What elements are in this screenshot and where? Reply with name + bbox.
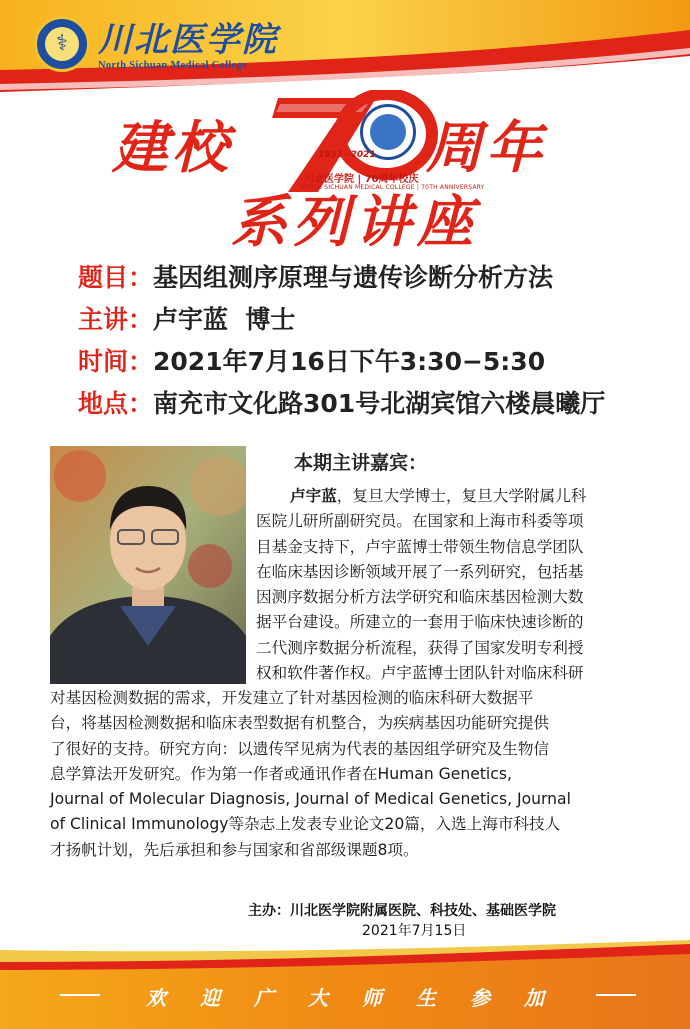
- time-label: 时间：: [78, 347, 154, 376]
- college-logo: [34, 16, 90, 72]
- anniversary-badge-text: 川北医学院 | 70周年校庆: [304, 174, 419, 185]
- topic-label: 题目：: [78, 263, 154, 292]
- bio-right-column: [256, 484, 648, 686]
- title-jianxiao: 建校: [112, 116, 232, 181]
- time-value: 2021年7月16日下午3:30−5:30: [153, 347, 546, 376]
- college-name-en: North Sichuan Medical College: [98, 60, 247, 71]
- bio-line: 才扬帆计划，先后承担和参与国家和省部级课题8项。: [50, 840, 419, 859]
- topic-value: 基因组测序原理与遗传诊断分析方法: [153, 263, 554, 292]
- notice-date: 2021年7月15日: [362, 923, 467, 939]
- series-title: 系列讲座: [231, 190, 479, 255]
- welcome-dash-right: [596, 994, 636, 996]
- bio-line: 据平台建设。所建立的一套用于临床快速诊断的: [256, 613, 584, 632]
- guest-name: 卢宇蓝: [290, 487, 337, 505]
- bio-first-line-rest: ，复旦大学博士，复旦大学附属儿科: [336, 487, 587, 505]
- bio-line: 因测序数据分析方法学研究和临床基因检测大数: [256, 588, 584, 607]
- anniversary-years: 1951~2021: [318, 150, 376, 160]
- place-label: 地点：: [78, 389, 154, 418]
- organizer: 主办：川北医学院附属医院、科技处、基础医学院: [248, 903, 556, 919]
- college-name-cn: 川北医学院: [98, 20, 278, 60]
- bio-line: 了很好的支持。研究方向：以遗传罕见病为代表的基因组学研究及生物信: [50, 739, 550, 758]
- time-row: [78, 342, 545, 378]
- speaker-label: 主讲：: [78, 305, 154, 334]
- bio-line: 医院儿研所副研究员。在国家和上海市科委等项: [256, 512, 584, 531]
- place-row: [78, 384, 605, 420]
- caduceus-icon: ⚕: [45, 27, 79, 61]
- speaker-value: 卢宇蓝 博士: [153, 305, 296, 334]
- bio-first-line: [256, 484, 648, 509]
- guest-heading: 本期主讲嘉宾：: [294, 452, 428, 474]
- top-banner: [0, 0, 690, 92]
- speaker-photo: [50, 446, 246, 684]
- bio-line: 对基因检测数据的需求，开发建立了针对基因检测的临床科研大数据平: [50, 689, 534, 707]
- speaker-row: [78, 300, 295, 336]
- title-zhounian: 周年: [426, 116, 546, 181]
- bio-line: Journal of Molecular Diagnosis, Journal of Medical Genetics, Journal: [50, 790, 571, 809]
- bio-line: 在临床基因诊断领域开展了一系列研究，包括基: [256, 562, 584, 581]
- bio-line: of Clinical Immunology等杂志上发表专业论文20篇，入选上海市科技人: [50, 815, 561, 834]
- bio-line: 权和软件著作权。卢宇蓝博士团队针对临床科研: [256, 664, 584, 683]
- bio-line: 目基金支持下，卢宇蓝博士带领生物信息学团队: [256, 537, 584, 556]
- bio-line: 台，将基因检测数据和临床表型数据有机整合，为疾病基因功能研究提供: [50, 714, 550, 733]
- welcome-text: 欢迎广大师生参加: [146, 986, 578, 1010]
- bio-full-width: [50, 686, 648, 863]
- topic-row: [78, 258, 553, 294]
- bio-line: 息学算法开发研究。作为第一作者或通讯作者在Human Genetics,: [50, 764, 512, 783]
- place-value: 南充市文化路301号北湖宾馆六楼晨曦厅: [153, 389, 606, 418]
- anniversary-badge-sub: NORTH SICHUAN MEDICAL COLLEGE | 70TH ANNIVERSARY: [300, 184, 485, 191]
- anniversary-title: [0, 98, 690, 191]
- bio-line: 二代测序数据分析流程，获得了国家发明专利授: [256, 638, 584, 657]
